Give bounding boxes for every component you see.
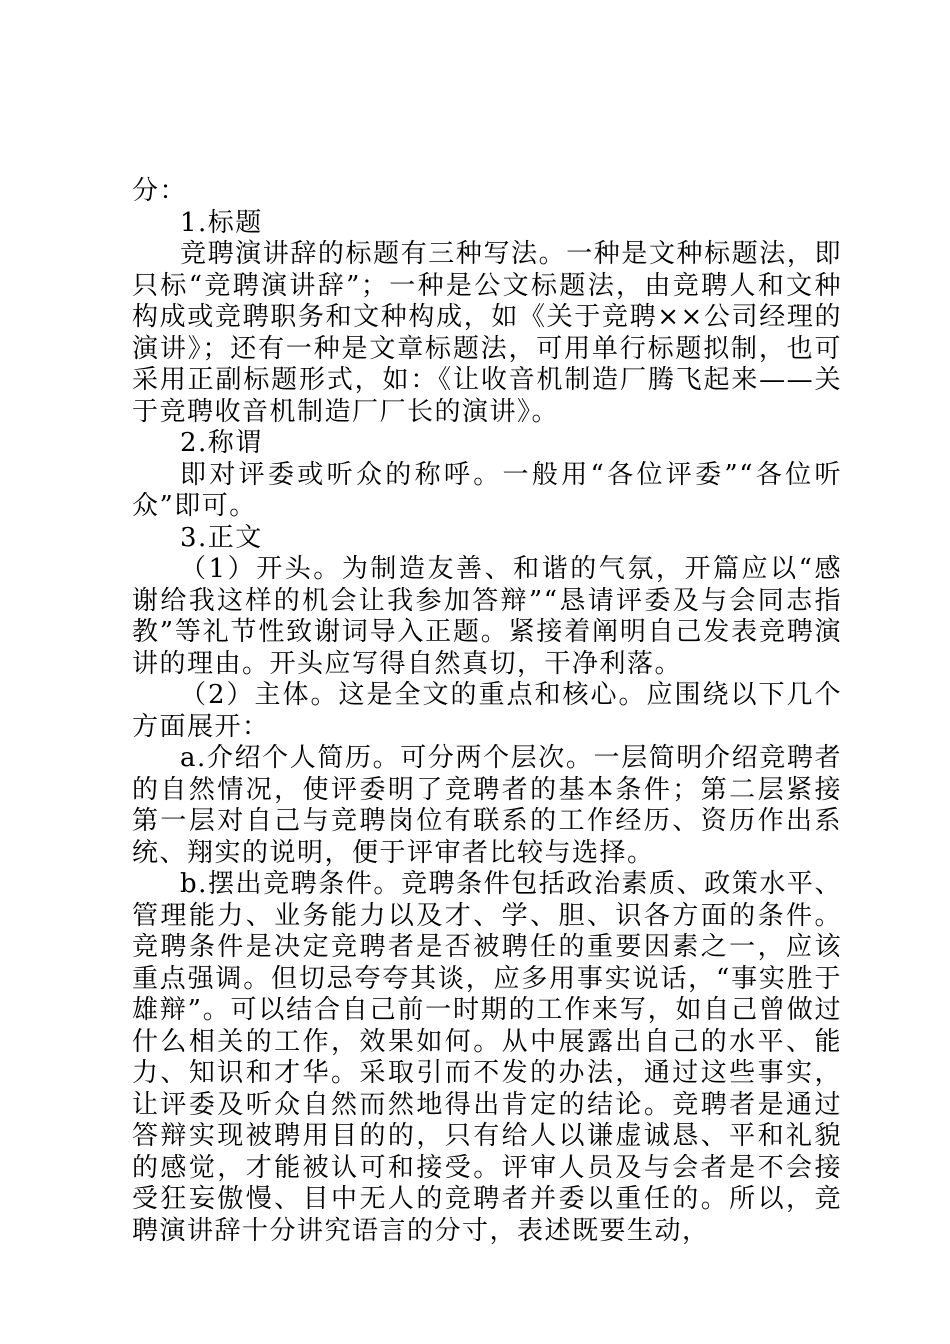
section-heading-body: 3.正文 xyxy=(180,522,263,553)
paragraph-salutation: 即对评委或听众的称呼。一般用“各位评委”“各位听众”即可。 xyxy=(132,459,842,521)
paragraph-continuation: 分： xyxy=(132,176,188,206)
paragraph-resume: a.介绍个人简历。可分两个层次。一层简明介绍竞聘者的自然情况，使评委明了竞聘者的基本条件；第二层紧接第一层对自己与竞聘岗位有联系的工作经历、资历作出系统、翔实的说明，便于评审者比较与选择。 xyxy=(132,743,842,868)
section-heading-salutation: 2.称谓 xyxy=(180,428,263,458)
paragraph-opening: （1）开头。为制造友善、和谐的气氛，开篇应以“感谢给我这样的机会让我参加答辩”“恳请评委及与会同志指教”等礼节性致谢词导入正题。紧接着阐明自己发表竞聘演讲的理由。开头应写得自然真切，干净利落。 xyxy=(132,554,842,679)
document-body xyxy=(132,176,842,1247)
section-heading-title: 1.标题 xyxy=(180,207,263,238)
paragraph-title-methods: 竞聘演讲辞的标题有三种写法。一种是文种标题法，即只标“竞聘演讲辞”；一种是公文标题法，由竞聘人和文种构成或竞聘职务和文种构成，如《关于竞聘××公司经理的演讲》；还有一种是文章标题法，可用单行标题拟制，也可采用正副标题形式，如：《让收音机制造厂腾飞起来——关于竞聘收音机制造厂厂长的演讲》。 xyxy=(132,239,842,427)
paragraph-main-body: （2）主体。这是全文的重点和核心。应围绕以下几个方面展开： xyxy=(132,680,842,742)
paragraph-conditions: b.摆出竞聘条件。竞聘条件包括政治素质、政策水平、管理能力、业务能力以及才、学、胆、识各方面的条件。竞聘条件是决定竞聘者是否被聘任的重要因素之一，应该重点强调。但切忌夸夸其谈，应多用事实说话，“事实胜于雄辩”。可以结合自己前一时期的工作来写，如自己曾做过什么相关的工作，效果如何。从中展露出自己的水平、能力、知识和才华。采取引而不发的办法，通过这些事实，让评委及听众自然而然地得出肯定的结论。竞聘者是通过答辩实现被聘用目的的，只有给人以谦虚诚恳、平和礼貌的感觉，才能被认可和接受。评审人员及与会者是不会接受狂妄傲慢、目中无人的竞聘者并委以重任的。所以，竞聘演讲辞十分讲究语言的分寸，表述既要生动， xyxy=(132,869,842,1246)
